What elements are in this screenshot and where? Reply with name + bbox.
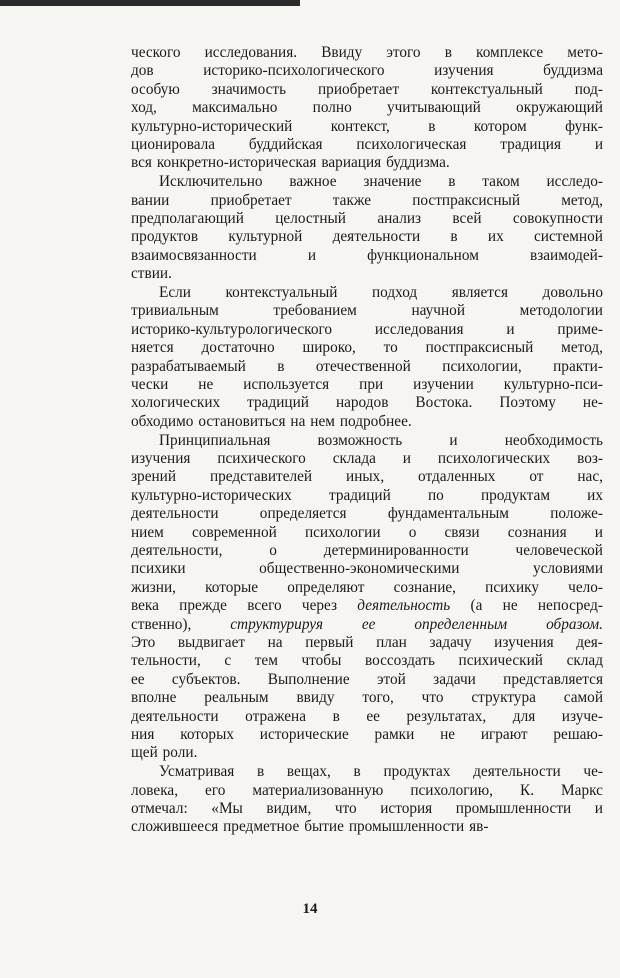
paragraph [131,44,603,173]
word: деятельности [332,228,421,246]
word: положе- [550,505,603,523]
word: дея- [576,634,603,651]
word: при [359,376,384,394]
word: деятельности [131,505,219,523]
word: вся [131,154,152,172]
text-line [131,782,603,800]
text-line [131,671,603,689]
text-line [131,560,603,578]
word: культурно-пси- [503,376,603,394]
word: подход [371,284,418,302]
word: комплексе [476,44,544,61]
word: и [506,320,515,338]
word: няется [131,339,174,357]
word: котором [473,117,527,135]
text-line [131,173,603,191]
word: изучения [131,450,191,468]
word: психологии [304,523,381,541]
word: яв- [469,818,489,836]
paragraph [131,284,603,431]
word: че- [583,763,603,781]
word: прежде [179,597,227,615]
word: метод, [561,339,603,357]
word: чтобы [301,652,342,670]
word: фундаментальным [387,505,509,523]
word: Маркс [561,781,603,799]
word: в [448,173,456,191]
word: в [428,117,436,135]
word: задачи [433,670,476,688]
text-line [131,542,603,560]
word: отдаленных [418,468,496,486]
text-line [131,394,603,412]
word: жизни, [131,578,176,596]
word: сознание, [393,578,457,596]
text-line [131,228,603,246]
text-line [131,118,603,136]
text-line [131,763,603,781]
word: совокупности [512,210,603,228]
text-line [131,468,603,486]
word: взаимодей- [529,246,603,264]
word: непосред- [537,597,603,615]
word: психического [217,450,306,468]
word: их [487,228,504,246]
word: Исключительно [159,173,263,191]
word: сознания [507,523,567,541]
word: через [301,597,338,615]
paragraph [131,763,603,837]
word: структура [471,689,536,707]
word: не [440,725,456,743]
word: всей [452,210,482,228]
word: на [267,634,283,651]
italic-word: ее [361,615,376,633]
italic-word: образом. [546,615,603,633]
italic-word: деятельность [357,597,451,615]
word: с [224,652,232,670]
word: буддийская [248,135,323,153]
word: психический [458,652,543,670]
text-line [131,154,603,172]
word: анализ [377,210,422,228]
word: решаю- [553,725,603,743]
word: деятельности [473,763,561,781]
word: в [353,763,361,781]
word: широко, [302,339,356,357]
word: современной [192,523,277,541]
word: необходимость [504,431,603,449]
word: функ- [565,117,603,135]
text-line [131,81,603,99]
word: целостный [275,210,346,228]
word: важное [289,173,337,191]
word: промышленности [455,800,572,818]
word: тем [254,652,278,670]
word: результатах, [406,707,487,725]
word: хологических [131,394,221,412]
text-line [131,505,603,523]
word: о [269,542,277,560]
word: о [408,523,417,541]
word: склада [332,450,376,468]
word: субъектов. [171,670,241,688]
text-line [131,321,603,339]
word: вещах, [286,763,331,781]
paragraph [131,432,603,763]
word: предметное [223,818,300,836]
word: под- [574,80,603,98]
text-line [131,247,603,265]
word: исследования [374,320,464,338]
word: чело- [568,578,603,596]
text-line [131,413,603,431]
word: Если [159,284,191,302]
text-line [131,597,603,615]
word: для [512,707,536,725]
text-line [131,284,603,302]
word: щей [131,744,158,762]
word: тельности, [131,652,201,670]
word: которых [180,725,234,743]
word: отражена [245,707,307,725]
word: иных, [346,468,385,486]
word: историко-психологического [203,62,385,80]
word: и [449,431,458,449]
text-line [131,339,603,357]
word: рамки [374,725,415,743]
word: практи- [553,357,603,375]
word: не [198,376,214,394]
text-line [131,616,603,634]
word: контекстуальный [430,80,543,98]
word: ственно), [131,615,192,633]
text-line [131,744,603,762]
word: вании [131,191,170,209]
text-line [131,376,603,394]
word: постпраксисный [412,191,520,209]
word: психологию, [410,781,493,799]
word: что [421,689,444,707]
word: К. [520,781,535,799]
word: детерминированности [323,542,469,560]
word: исторические [259,725,349,743]
word: функциональном [367,246,479,264]
word: и [594,523,603,541]
word: культурно-исторических [131,486,292,504]
word: дов [131,62,154,80]
text-line [131,524,603,542]
word: ввиду [296,689,335,707]
word: взаимосвязанности [131,246,257,264]
word: буддизма. [386,154,450,172]
word: культурной [228,228,303,246]
word: которые [205,578,259,596]
word: буддизма [543,62,603,80]
word: определяется [259,505,347,523]
word: ционировала [131,135,216,153]
text-line [131,210,603,228]
word: реальным [204,689,269,707]
word: особую [131,80,180,98]
word: довольно [542,284,603,302]
word: представляется [503,670,603,688]
text-line [131,302,603,320]
word: культурно-исторический [131,117,293,135]
text-line [131,689,603,707]
word: психологическая [356,135,467,153]
word: продуктах [383,763,451,781]
word: также [332,191,372,209]
italic-word: структурируя [230,615,323,633]
word: самой [563,689,603,707]
word: научной [411,302,466,320]
word: ее [131,670,145,688]
word: приобретает [317,80,400,98]
word: в [444,44,452,61]
word: и [402,450,411,468]
word: Востока. [415,394,473,412]
word: постпраксисный [425,339,534,357]
word: традиций [247,394,309,412]
word: психологии, [442,357,522,375]
word: народов [335,394,389,412]
word: того, [362,689,394,707]
word: зрений [131,468,177,486]
page-number: 14 [302,901,318,917]
text-line [131,44,603,62]
word: всего [247,597,282,615]
word: изучении [413,376,474,394]
word: тривиальным [131,302,219,320]
word: контекстуальный [225,284,338,302]
word: конкретно-историческая [156,154,317,172]
text-line [131,136,603,154]
word: бытие [304,818,344,836]
word: методологии [519,302,603,320]
word: промышленности [348,818,465,836]
word: в [332,707,340,725]
word: этой [376,670,406,688]
text-line [131,726,603,744]
word: по [427,486,444,504]
word: Принципиальная [159,431,271,449]
word: условиями [532,560,603,578]
word: нас, [577,468,603,486]
word: история [380,800,433,818]
word: продуктам [480,486,550,504]
text-line [131,579,603,597]
word: традиция [500,135,561,153]
word: то [383,339,398,357]
word: возможность [317,431,403,449]
word: остановиться [198,412,286,430]
word: Усматривая [159,763,235,781]
word: вариация [321,154,382,172]
word: в [277,357,285,375]
word: Поэтому [499,394,556,412]
word: изуче- [561,707,603,725]
word: обходимо [131,412,194,430]
word: связи [444,523,480,541]
word: видим, [266,800,312,818]
text-line [131,99,603,117]
text-line [131,652,603,670]
text-line [131,265,603,283]
word: отмечал: [131,800,188,818]
word: изучения [434,62,494,80]
word: нием [131,523,164,541]
text-line [131,818,603,836]
word: играют [480,725,528,743]
word: века [131,597,159,615]
word: предполагающий [131,210,244,228]
word: от [529,468,544,486]
word: Выполнение [267,670,350,688]
text-line [131,487,603,505]
word: воссоздать [364,652,435,670]
word: не [502,597,518,615]
word: таком [482,173,520,191]
text-line [131,450,603,468]
word: склад [566,652,603,670]
word: изучения [494,634,554,651]
word: достаточно [201,339,275,357]
word: является [451,284,508,302]
word: полно [312,99,352,117]
word: метод, [561,191,603,209]
word: Это [131,634,156,651]
word: системной [534,228,603,246]
word: этого [386,44,421,61]
word: мето- [567,44,603,61]
text-line [131,800,603,818]
word: выдвигает [177,634,246,651]
word: требованием [273,302,357,320]
word: разрабатываемый [131,357,246,375]
text-line [131,358,603,376]
word: учитывающий [386,99,481,117]
word: исследования. [204,44,298,61]
text-line [131,62,603,80]
word: представителей [209,468,313,486]
word: значимость [211,80,287,98]
word: общественно-экономическими [259,560,460,578]
word: и [594,800,603,818]
word: продуктов [131,228,199,246]
word: в [450,228,458,246]
word: максимально [192,99,278,117]
word: первый [305,634,354,651]
word: и [307,246,316,264]
word: план [376,634,407,651]
word: подробнее. [339,412,412,430]
text-line [131,634,603,652]
word: контекст, [330,117,390,135]
word: их [587,486,603,504]
word: деятельности, [131,542,223,560]
word: значение [363,173,422,191]
word: материализованную [252,781,384,799]
word: роли. [162,744,198,762]
word: человеческой [515,542,603,560]
word: на [290,412,306,430]
text-line [131,432,603,450]
word: ход, [131,99,157,117]
word: ствии. [131,265,172,283]
italic-word: определенным [414,615,508,633]
top-border-rule [0,0,300,6]
word: его [205,781,226,799]
paragraph [131,173,603,283]
word: приме- [557,320,603,338]
word: ее [366,707,380,725]
word: чески [131,376,169,394]
word: психологических [437,450,551,468]
word: что [334,800,357,818]
word: исследо- [546,173,603,191]
word: (а [470,597,483,615]
word: сложившееся [131,818,219,836]
word: воз- [577,450,603,468]
word: традиций [328,486,391,504]
text-line [131,708,603,726]
word: деятельности [131,707,219,725]
word: историко-культурологического [131,320,333,338]
word: вполне [131,689,177,707]
word: психику [485,578,540,596]
page-body [131,44,603,837]
word: ческого [131,44,181,61]
text-line [131,192,603,210]
word: приобретает [210,191,292,209]
word: «Мы [211,800,243,818]
word: задачу [429,634,472,651]
word: определяют [287,578,365,596]
word: ния [131,725,155,743]
word: нем [310,412,335,430]
word: отечественной [315,357,411,375]
word: Ввиду [321,44,363,61]
word: ловека, [131,781,179,799]
word: не- [582,394,603,412]
word: психики [131,560,186,578]
word: окружающий [516,99,603,117]
word: и [594,135,603,153]
word: в [256,763,265,781]
word: используется [243,376,330,394]
